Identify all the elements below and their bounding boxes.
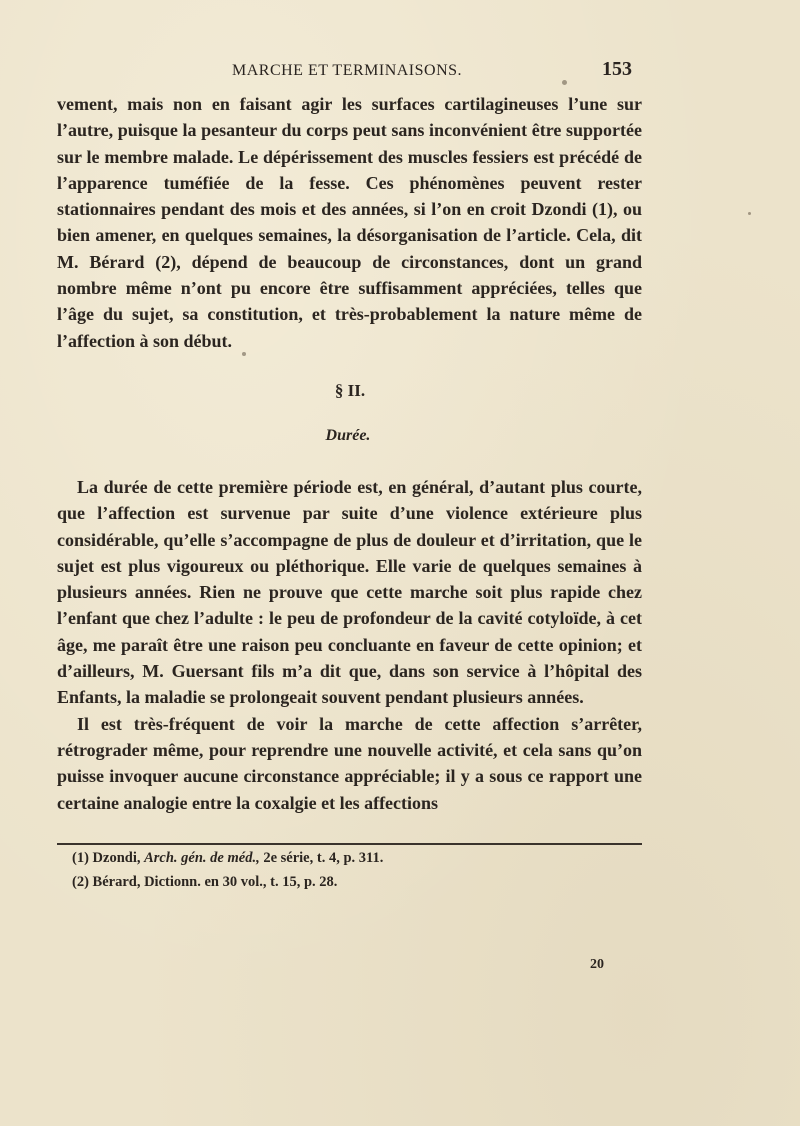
page-number: 153 xyxy=(602,58,632,80)
section-title: Durée. xyxy=(325,427,371,444)
ink-speck xyxy=(242,352,246,356)
ink-speck xyxy=(562,80,567,85)
footnote-1-rest: 2e série, t. 4, p. 311. xyxy=(259,850,384,866)
footnotes xyxy=(72,846,632,894)
section-number: § II. xyxy=(334,381,366,400)
running-head: MARCHE ET TERMINAISONS. xyxy=(232,62,463,79)
paragraphs-2-3 xyxy=(57,474,642,816)
paragraph-2-text: La durée de cette première période est, en général, d’autant plus courte, que l’affection est survenue par suite d’une violence extérieure plus considérable, qu’elle s’accompagne de plus de douleur et d’irritation, que le sujet est plus vigoureux ou pléthorique. Elle varie de quelques semaines à plusieurs années. Rien ne prouve que cette marche soit plus rapide chez l’enfant que chez l’adulte : le peu de profondeur de la cavité cotyloïde, à cet âge, me paraît être une raison peu concluante en faveur de cette opinion; et d’ailleurs, M. Guersant fils m’a dit que, dans son service à l’hôpital des Enfants, la maladie se prolongeait souvent pendant plusieurs années. xyxy=(57,477,642,708)
footnote-1-prefix: (1) Dzondi, xyxy=(72,850,145,866)
paragraph-1-text: vement, mais non en faisant agir les surfaces cartilagineuses l’une sur l’autre, puisque la pesanteur du corps peut sans inconvénient être supportée sur le membre malade. Le dépérissement des muscles fessiers est précédé de l’apparence tuméfiée de la fesse. Ces phénomènes peuvent rester stationnaires pendant des mois et des années, si l’on en croit Dzondi (1), ou bien amener, en quelques semaines, la désorganisation de l’article. Cela, dit M. Bérard (2), dépend de beaucoup de circonstances, dont un grand nombre même n’ont pu encore être suffisamment appréciées, telles que l’âge du sujet, sa constitution, et très-probablement la nature même de l’affection à son début. xyxy=(57,94,642,351)
paragraph-3-text: Il est très-fréquent de voir la marche de cette affection s’arrêter, rétrograder même, pour reprendre une nouvelle activité, et cela sans qu’on puisse invoquer aucune circonstance appréciable; il y a sous ce rapport une certaine analogie entre la coxalgie et les affections xyxy=(57,713,642,813)
footnote-1-source: Arch. gén. de méd., xyxy=(144,850,260,866)
footnote-1 xyxy=(72,846,632,870)
paragraph-1 xyxy=(57,91,642,354)
footnote-2: (2) Bérard, Dictionn. en 30 vol., t. 15, p. 28. xyxy=(72,874,338,890)
ink-speck xyxy=(748,212,751,215)
signature-mark: 20 xyxy=(590,957,604,972)
footnote-rule xyxy=(57,843,642,845)
